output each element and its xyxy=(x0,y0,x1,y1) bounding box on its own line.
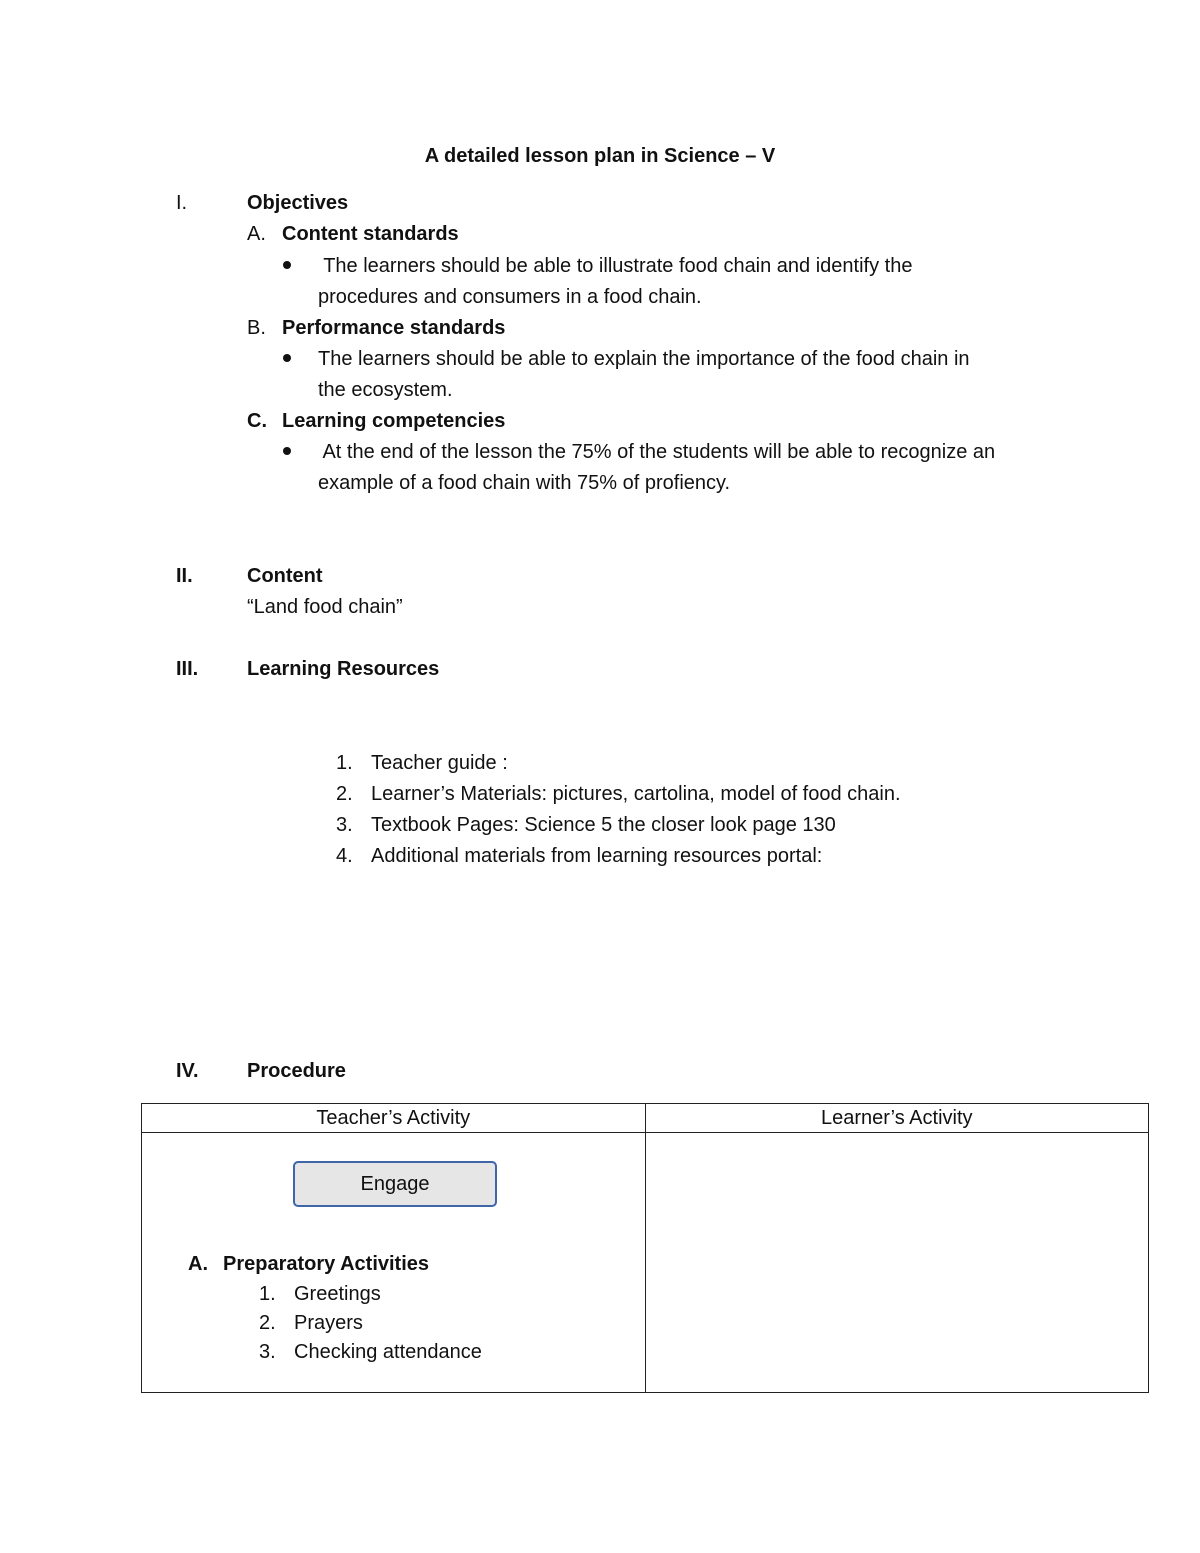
content-standards-text-line2: procedures and consumers in a food chain. xyxy=(318,286,702,308)
table-row xyxy=(142,1133,1149,1393)
engage-box xyxy=(293,1161,497,1207)
bullet-icon xyxy=(283,354,291,362)
table-header-row xyxy=(142,1104,1149,1133)
list-number: 2. xyxy=(259,1312,276,1334)
content-heading: Content xyxy=(247,565,323,587)
list-item: Learner’s Materials: pictures, cartolina, model of food chain. xyxy=(371,783,901,805)
objectives-heading: Objectives xyxy=(247,192,349,214)
list-item: Prayers xyxy=(294,1312,363,1334)
list-item: Greetings xyxy=(294,1283,381,1305)
subsection-letter: A. xyxy=(247,223,266,245)
list-number: 1. xyxy=(259,1283,276,1305)
subsection-letter: C. xyxy=(247,410,267,432)
subsection-letter: A. xyxy=(188,1253,208,1275)
bullet-icon xyxy=(283,447,291,455)
list-item: Additional materials from learning resources portal: xyxy=(371,845,823,867)
performance-standards-text-line2: the ecosystem. xyxy=(318,379,453,401)
learning-competencies-text-line2: example of a food chain with 75% of profiency. xyxy=(318,472,731,494)
content-topic: “Land food chain” xyxy=(247,596,403,618)
performance-standards-text-line1: The learners should be able to explain the importance of the food chain in xyxy=(318,348,970,370)
learner-activity-header: Learner’s Activity xyxy=(645,1104,1149,1133)
list-number: 2. xyxy=(336,783,353,805)
teacher-activity-header: Teacher’s Activity xyxy=(142,1104,646,1133)
list-item: Teacher guide : xyxy=(371,752,508,774)
content-standards-text-line1: The learners should be able to illustrate food chain and identify the xyxy=(318,255,913,277)
list-number: 3. xyxy=(259,1341,276,1363)
page-title: A detailed lesson plan in Science – V xyxy=(424,145,776,167)
section-numeral: III. xyxy=(176,658,199,680)
list-number: 3. xyxy=(336,814,353,836)
section-numeral: II. xyxy=(176,565,193,587)
bullet-icon xyxy=(283,261,291,269)
teacher-activity-cell xyxy=(142,1133,646,1393)
learning-competencies-text-line1: At the end of the lesson the 75% of the students will be able to recognize an xyxy=(318,441,996,463)
learner-activity-cell xyxy=(645,1133,1149,1393)
performance-standards-heading: Performance standards xyxy=(282,317,506,339)
list-item: Checking attendance xyxy=(294,1341,482,1363)
preparatory-activities-heading: Preparatory Activities xyxy=(223,1253,430,1275)
subsection-letter: B. xyxy=(247,317,266,339)
list-number: 4. xyxy=(336,845,353,867)
content-standards-heading: Content standards xyxy=(282,223,459,245)
procedure-heading: Procedure xyxy=(247,1060,346,1082)
section-numeral: IV. xyxy=(176,1060,199,1082)
section-numeral: I. xyxy=(176,192,188,214)
procedure-table xyxy=(141,1103,1149,1393)
engage-label: Engage xyxy=(360,1172,430,1195)
list-item: Textbook Pages: Science 5 the closer look page 130 xyxy=(371,814,836,836)
list-number: 1. xyxy=(336,752,353,774)
learning-competencies-heading: Learning competencies xyxy=(282,410,506,432)
learning-resources-heading: Learning Resources xyxy=(247,658,440,680)
